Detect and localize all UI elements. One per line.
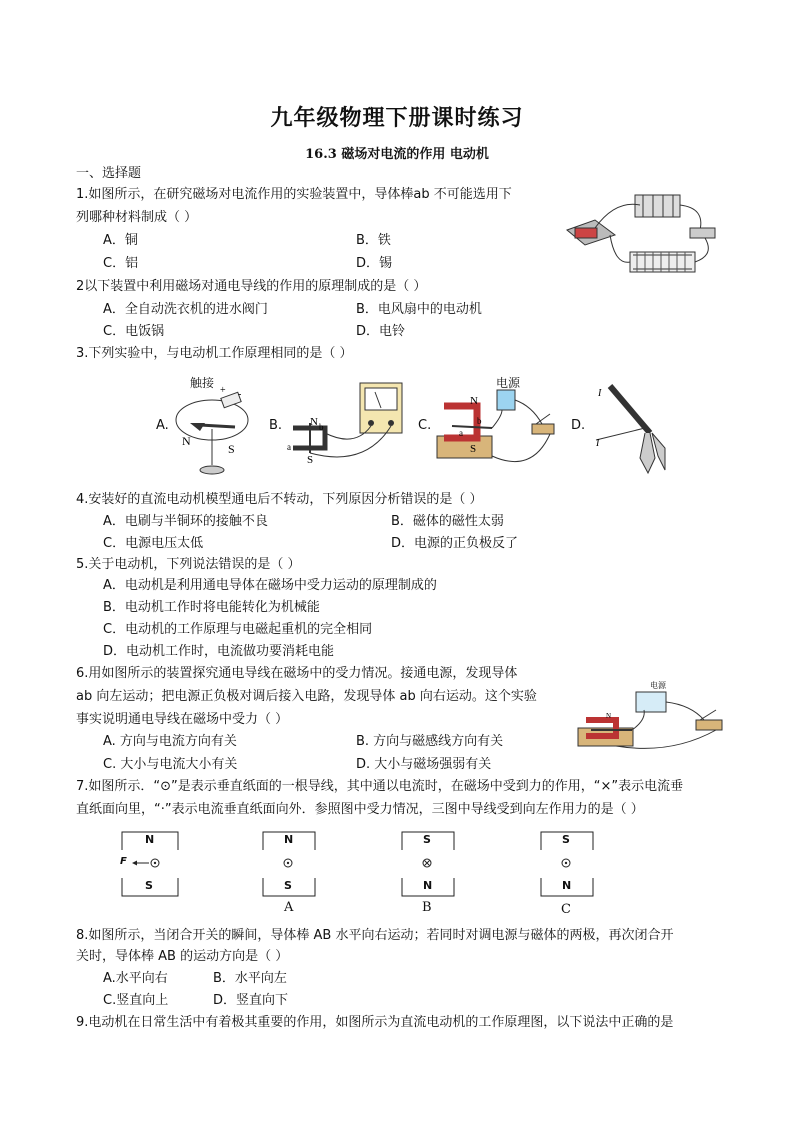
q3-stem: 3.下列实验中，与电动机工作原理相同的是（ ） — [76, 346, 353, 361]
svg-text:S: S — [228, 442, 235, 456]
section-heading: 一、选择题 — [76, 166, 142, 181]
q2-option-b: B．电风扇中的电动机 — [356, 302, 482, 317]
svg-text:a: a — [287, 442, 291, 452]
q9-stem-line1: 9.电动机在日常生活中有着极其重要的作用，如图所示为直流电动机的工作原理图，以下说法中正确的是 — [76, 1015, 674, 1030]
q6-stem-line2: ab 向左运动；把电源正负极对调后接入电路，发现导体 ab 向右运动。这个实验 — [76, 689, 537, 704]
q6-stem-line1: 6.用如图所示的装置探究通电导线在磁场中的受力情况。接通电源，发现导体 — [76, 666, 518, 681]
q5-option-a: A．电动机是利用通电导体在磁场中受力运动的原理制成的 — [103, 578, 437, 593]
svg-text:b: b — [477, 416, 482, 426]
q2-option-c: C．电饭锅 — [103, 324, 165, 339]
svg-text:N: N — [182, 434, 191, 448]
q7-ref-n-label: N — [145, 833, 155, 846]
q5-option-d: D．电动机工作时，电流做功要消耗电能 — [103, 644, 335, 659]
page-title: 九年级物理下册课时练习 — [270, 105, 524, 131]
q6-option-a: A. 方向与电流方向有关 — [103, 734, 237, 749]
q7-caption-a: A — [284, 900, 294, 915]
q1-option-d: D．锡 — [356, 256, 393, 271]
q3-figure-b — [285, 378, 410, 468]
q4-option-b: B．磁体的磁性太弱 — [391, 514, 504, 529]
q3-label-d: D. — [571, 418, 586, 433]
q7-figure-a — [261, 830, 317, 900]
q5-option-c: C．电动机的工作原理与电磁起重机的完全相同 — [103, 622, 373, 637]
svg-text:S: S — [470, 443, 477, 455]
q4-option-a: A．电刷与半铜环的接触不良 — [103, 514, 268, 529]
svg-text:a: a — [459, 428, 463, 438]
q7-ref-s-label: S — [145, 879, 153, 892]
q3-fig-a-contact-label: 触接 — [190, 376, 215, 390]
q6-stem-line3: 事实说明通电导线在磁场中受力（ ） — [76, 712, 289, 727]
q1-option-a: A．铜 — [103, 233, 138, 248]
q1-stem-line1: 1.如图所示，在研究磁场对电流作用的实验装置中，导体棒ab 不可能选用下 — [76, 187, 512, 202]
q8-option-a: A.水平向右 — [103, 971, 168, 986]
svg-text:S: S — [307, 454, 314, 466]
q4-option-d: D．电源的正负极反了 — [391, 536, 519, 551]
q3-figure-a — [170, 385, 270, 480]
q3-figure-d — [590, 378, 670, 478]
q5-stem: 5.关于电动机，下列说法错误的是（ ） — [76, 557, 301, 572]
page-subtitle: 16.3 磁场对电流的作用 电动机 — [305, 147, 489, 162]
q1-stem-line2: 列哪种材料制成（ ） — [76, 210, 198, 225]
q1-option-b: B．铁 — [356, 233, 391, 248]
q7-a-top-label: N — [284, 833, 294, 846]
q8-option-b: B．水平向左 — [213, 971, 287, 986]
q6-option-c: C. 大小与电流大小有关 — [103, 757, 238, 772]
q7-figure-reference — [120, 830, 180, 900]
svg-text:N: N — [310, 416, 318, 428]
q7-caption-b: B — [422, 900, 432, 915]
q8-option-c: C.竖直向上 — [103, 993, 169, 1008]
q2-option-d: D．电铃 — [356, 324, 406, 339]
q7-stem-line2: 直纸面向里，“·”表示电流垂直纸面向外．参照图中受力情况，三图中导线受到向左作用力的是（ ） — [76, 802, 644, 817]
svg-text:N: N — [470, 395, 478, 407]
q8-stem-line1: 8.如图所示，当闭合开关的瞬间，导体棒 AB 水平向右运动；若同时对调电源与磁体的两极，再次闭合开 — [76, 928, 674, 943]
q3-label-b: B. — [269, 418, 283, 433]
svg-text:N: N — [606, 712, 612, 720]
q7-figure-c — [539, 830, 595, 900]
q4-stem: 4.安装好的直流电动机模型通电后不转动，下列原因分析错误的是（ ） — [76, 492, 483, 507]
q4-option-c: C．电源电压太低 — [103, 536, 204, 551]
q3-label-c: C. — [418, 418, 432, 433]
q7-b-top-label: S — [423, 833, 431, 846]
q1-option-c: C．铝 — [103, 256, 139, 271]
q2-option-a: A．全自动洗衣机的进水阀门 — [103, 302, 268, 317]
q8-stem-line2: 关时，导体棒 AB 的运动方向是（ ） — [76, 949, 289, 964]
svg-text:I: I — [598, 388, 602, 399]
svg-text:b: b — [319, 422, 324, 432]
q8-option-d: D．竖直向下 — [213, 993, 289, 1008]
q6-option-b: B. 方向与磁感线方向有关 — [356, 734, 504, 749]
svg-text:-: - — [238, 389, 242, 400]
q3-fig-c-power-label: 电源 — [496, 376, 521, 390]
q7-b-bottom-label: N — [423, 879, 433, 892]
q7-caption-c: C — [561, 902, 571, 917]
q7-ref-force-label: F — [120, 856, 127, 867]
q1-apparatus-figure — [555, 190, 720, 280]
q3-figure-c — [432, 386, 562, 476]
svg-text:I: I — [596, 438, 600, 449]
q7-c-top-label: S — [562, 833, 570, 846]
q7-c-bottom-label: N — [562, 879, 572, 892]
q6-option-d: D. 大小与磁场强弱有关 — [356, 757, 492, 772]
q6-apparatus-figure — [576, 690, 726, 755]
q7-a-bottom-label: S — [284, 879, 292, 892]
q2-stem: 2以下装置中利用磁场对通电导线的作用的原理制成的是（ ） — [76, 279, 427, 294]
q3-label-a: A. — [156, 418, 169, 433]
q6-fig-power-label: 电源 — [650, 681, 666, 690]
svg-text:+: + — [220, 385, 226, 396]
q7-stem-line1: 7.如图所示．“⊙”是表示垂直纸面的一根导线，其中通以电流时，在磁场中受到力的作用，“×”表示电流垂 — [76, 779, 684, 794]
q5-option-b: B．电动机工作时将电能转化为机械能 — [103, 600, 320, 615]
q7-figure-b — [400, 830, 456, 900]
